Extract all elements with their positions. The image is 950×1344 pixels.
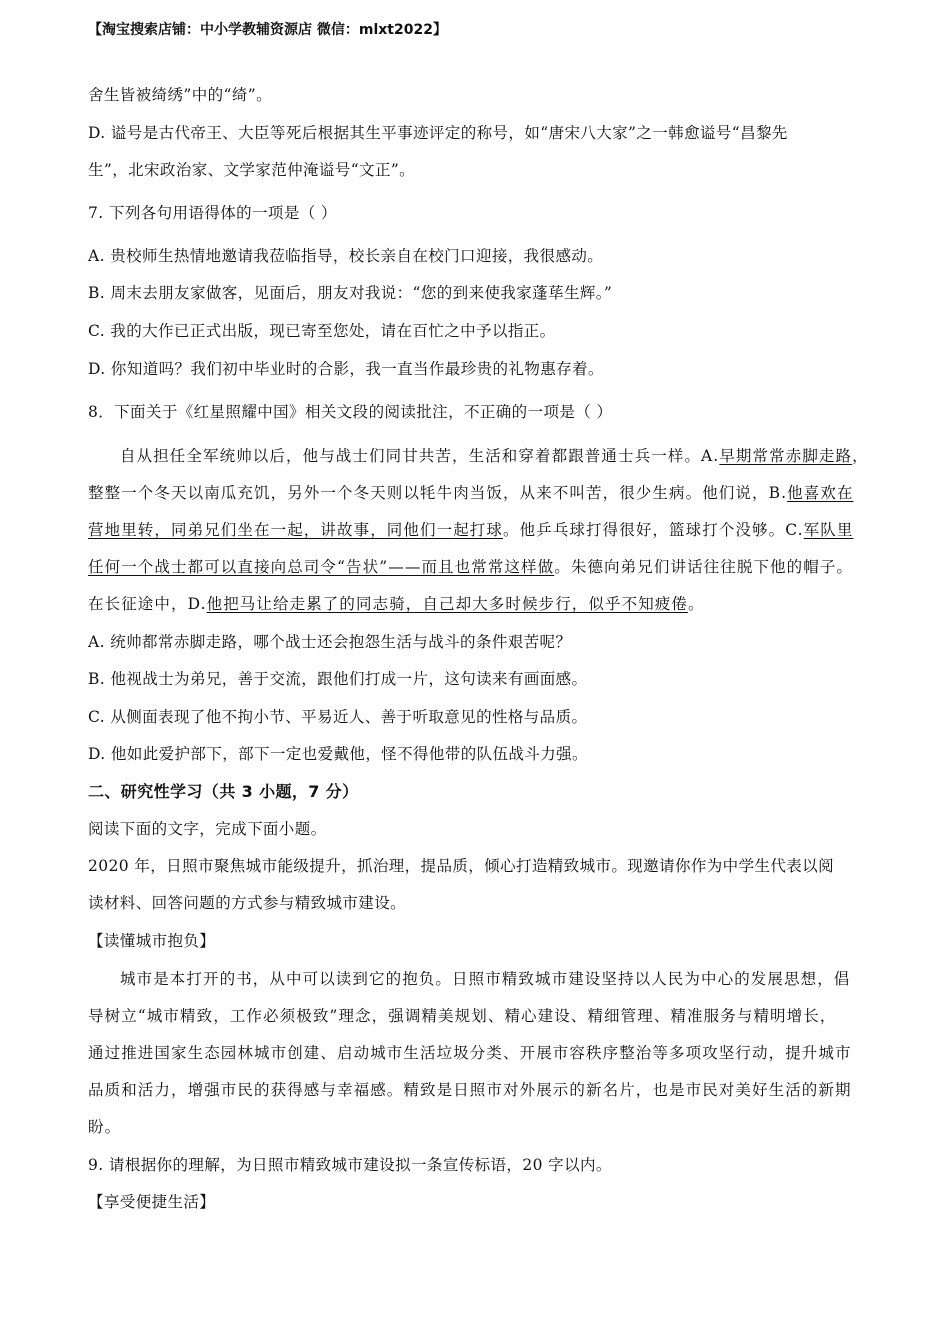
- section2-intro: 阅读下面的文字，完成下面小题。: [88, 820, 327, 838]
- q8-option-c: C. 从侧面表现了他不拘小节、平易近人、善于听取意见的性格与品质。: [88, 708, 588, 726]
- annotation-c-underline: 军队里: [803, 521, 854, 539]
- q8-passage-line1: [120, 444, 869, 466]
- section2-heading: 二、研究性学习（共 3 小题，7 分）: [88, 782, 359, 801]
- q6-option-c-tail: 舍生皆被绮绣”中的“绮”。: [88, 86, 272, 104]
- annotation-d-underline: 他把马让给走累了的同志骑，自己却大多时候步行，似乎不知疲倦: [206, 595, 689, 613]
- q6-option-d-line2: 生”，北宋政治家、文学家范仲淹谥号“文正”。: [88, 161, 416, 179]
- q8-passage-line3: [88, 518, 853, 540]
- q8-option-d: D. 他如此爱护部下，部下一定也爱戴他，怪不得他带的队伍战斗力强。: [88, 745, 588, 763]
- passage2-line4: 品质和活力，增强市民的获得感与幸福感。精致是日照市对外展示的新名片，也是市民对美好生活的新期: [88, 1081, 852, 1099]
- annotation-a-underline: 早期常常赤脚走路: [719, 447, 853, 465]
- q8-option-b: B. 他视战士为弟兄，善于交流，跟他们打成一片，这句读来有画面感。: [88, 670, 588, 688]
- q7-option-b: B. 周末去朋友家做客，见面后，朋友对我说：“您的到来使我家蓬荜生辉。”: [88, 284, 613, 302]
- q6-option-d-line1: D. 谥号是古代帝王、大臣等死后根据其生平事迹评定的称号，如“唐宋八大家”之一韩愈谥号“昌黎先: [88, 124, 788, 142]
- annotation-c-underline-cont: 任何一个战士都可以直接向总司令“告状”——而且也常常这样做: [88, 558, 555, 576]
- passage2-line1: 城市是本打开的书，从中可以读到它的抱负。日照市精致城市建设坚持以人民为中心的发展思想，倡: [120, 970, 851, 988]
- passage-text: 。他乒乓球打得很好，篮球打个没够。C.: [503, 521, 804, 539]
- passage2-line5: 盼。: [88, 1118, 122, 1136]
- passage-text: 。: [688, 595, 705, 613]
- q7-option-c: C. 我的大作已正式出版，现已寄至您处，请在百忙之中予以指正。: [88, 322, 556, 340]
- passage-text: 在长征途中，D.: [88, 595, 207, 613]
- q7-option-a: A. 贵校师生热情地邀请我莅临指导，校长亲自在校门口迎接，我很感动。: [88, 247, 604, 265]
- annotation-b-underline-cont: 营地里转，同弟兄们坐在一起，讲故事，同他们一起打球: [88, 521, 504, 539]
- q8-stem: 8．下面关于《红星照耀中国》相关文段的阅读批注，不正确的一项是（ ）: [88, 403, 613, 421]
- q9-stem: 9. 请根据你的理解，为日照市精致城市建设拟一条宣传标语，20 字以内。: [88, 1156, 612, 1174]
- q8-passage-line4: [88, 555, 853, 577]
- section2-subheading-2: 【享受便捷生活】: [88, 1193, 216, 1211]
- passage-text: 自从担任全军统帅以后，他与战士们同甘共苦，生活和穿着都跟普通士兵一样。A.: [120, 447, 720, 465]
- section2-para1-line1: 2020 年，日照市聚焦城市能级提升，抓治理，提品质，倾心打造精致城市。现邀请你作为中学生代表以阅: [88, 857, 834, 875]
- passage-text: 整整一个冬天以南瓜充饥，另外一个冬天则以牦牛肉当饭，从来不叫苦，很少生病。他们说，B.: [88, 484, 788, 502]
- section2-subheading-1: 【读懂城市抱负】: [88, 932, 216, 950]
- q8-option-a: A. 统帅都常赤脚走路，哪个战士还会抱怨生活与战斗的条件艰苦呢？: [88, 633, 572, 651]
- passage-text: 。朱德向弟兄们讲话往往脱下他的帽子。: [554, 558, 854, 576]
- passage-text: ，: [852, 447, 869, 465]
- q8-passage-line2: [88, 481, 854, 503]
- q7-option-d: D. 你知道吗？我们初中毕业时的合影，我一直当作最珍贵的礼物惠存着。: [88, 360, 604, 378]
- q7-stem: 7. 下列各句用语得体的一项是（ ）: [88, 204, 337, 222]
- annotation-b-underline: 他喜欢在: [787, 484, 854, 502]
- passage2-line3: 通过推进国家生态园林城市创建、启动城市生活垃圾分类、开展市容秩序整治等多项攻坚行动，提升城市: [88, 1044, 852, 1062]
- page-header: 【淘宝搜索店铺：中小学教辅资源店 微信：mlxt2022】: [88, 22, 447, 38]
- passage2-line2: 导树立“城市精致，工作必须极致”理念，强调精美规划、精心建设、精细管理、精准服务与精明增长，: [88, 1007, 837, 1025]
- section2-para1-line2: 读材料、回答问题的方式参与精致城市建设。: [88, 894, 407, 912]
- q8-passage-line5: [88, 592, 705, 614]
